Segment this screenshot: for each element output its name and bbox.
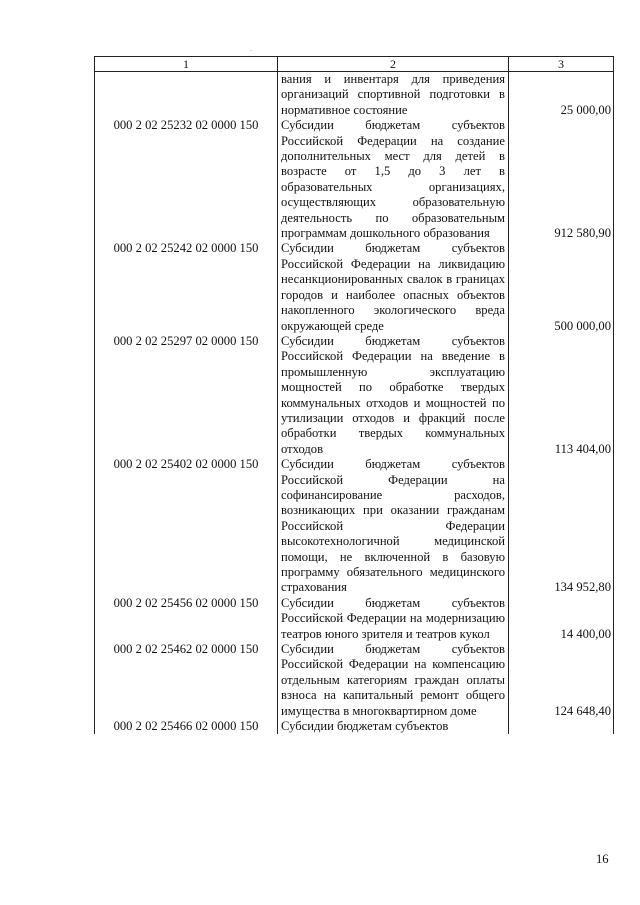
table-row [95,719,614,734]
row-amount: 124 648,40 [509,642,614,719]
column-header-2: 2 [278,57,509,72]
row-description: Субсидии бюджетам субъектов [278,719,509,734]
row-description: Субсидии бюджетам субъектов Российской Федерации на ликвидацию несанкционированных свалок в границах городов и наиболее опасных объектов накопленного экологического вреда окружающей среде [278,241,509,333]
row-amount: 500 000,00 [509,241,614,333]
table-row [95,241,614,333]
row-amount: 113 404,00 [509,334,614,457]
row-code: 000 2 02 25242 02 0000 150 [95,241,278,333]
row-description: Субсидии бюджетам субъектов Российской Федерации на компенсацию отдельным категориям граждан оплаты взноса на капитальный ремонт общего имущества в многоквартирном доме [278,642,509,719]
row-description: Субсидии бюджетам субъектов Российской Федерации на создание дополнительных мест для детей в возрасте от 1,5 до 3 лет в образовательных организациях, осуществляющих образовательную деятельность по образовательным программам дошкольного образования [278,118,509,241]
row-amount [509,719,614,734]
row-description: Субсидии бюджетам субъектов Российской Федерации на софинансирование расходов, возникающих при оказании гражданам Российской Федерации высокотехнологичной медицинской помощи, не включенной в базовую программу обязательного медицинского страхования [278,457,509,596]
row-code: 000 2 02 25402 02 0000 150 [95,457,278,596]
row-amount: 14 400,00 [509,596,614,642]
budget-table [94,56,614,734]
table-row [95,118,614,241]
table-row [95,72,614,119]
page-number: 16 [596,852,609,866]
table-row [95,642,614,719]
row-description: Субсидии бюджетам субъектов Российской Федерации на введение в промышленную эксплуатацию мощностей по обработке твердых коммунальных отходов и мощностей по утилизации отходов и фракций после обработки твердых коммунальных отходов [278,334,509,457]
row-code: 000 2 02 25462 02 0000 150 [95,642,278,719]
header-row [95,57,614,72]
column-header-3: 3 [509,57,614,72]
column-header-1: 1 [95,57,278,72]
row-code: 000 2 02 25456 02 0000 150 [95,596,278,642]
row-code: 000 2 02 25232 02 0000 150 [95,118,278,241]
table-row [95,457,614,596]
row-amount: 134 952,80 [509,457,614,596]
row-code [95,72,278,119]
row-description: вания и инвентаря для приведения организаций спортивной подготовки в нормативное состояние [278,72,509,119]
row-code: 000 2 02 25297 02 0000 150 [95,334,278,457]
row-code: 000 2 02 25466 02 0000 150 [95,719,278,734]
row-description: Субсидии бюджетам субъектов Российской Федерации на модернизацию театров юного зрителя и театров кукол [278,596,509,642]
row-amount: 912 580,90 [509,118,614,241]
row-amount: 25 000,00 [509,72,614,119]
table-row [95,596,614,642]
table-row [95,334,614,457]
scan-mark: . [250,43,253,53]
